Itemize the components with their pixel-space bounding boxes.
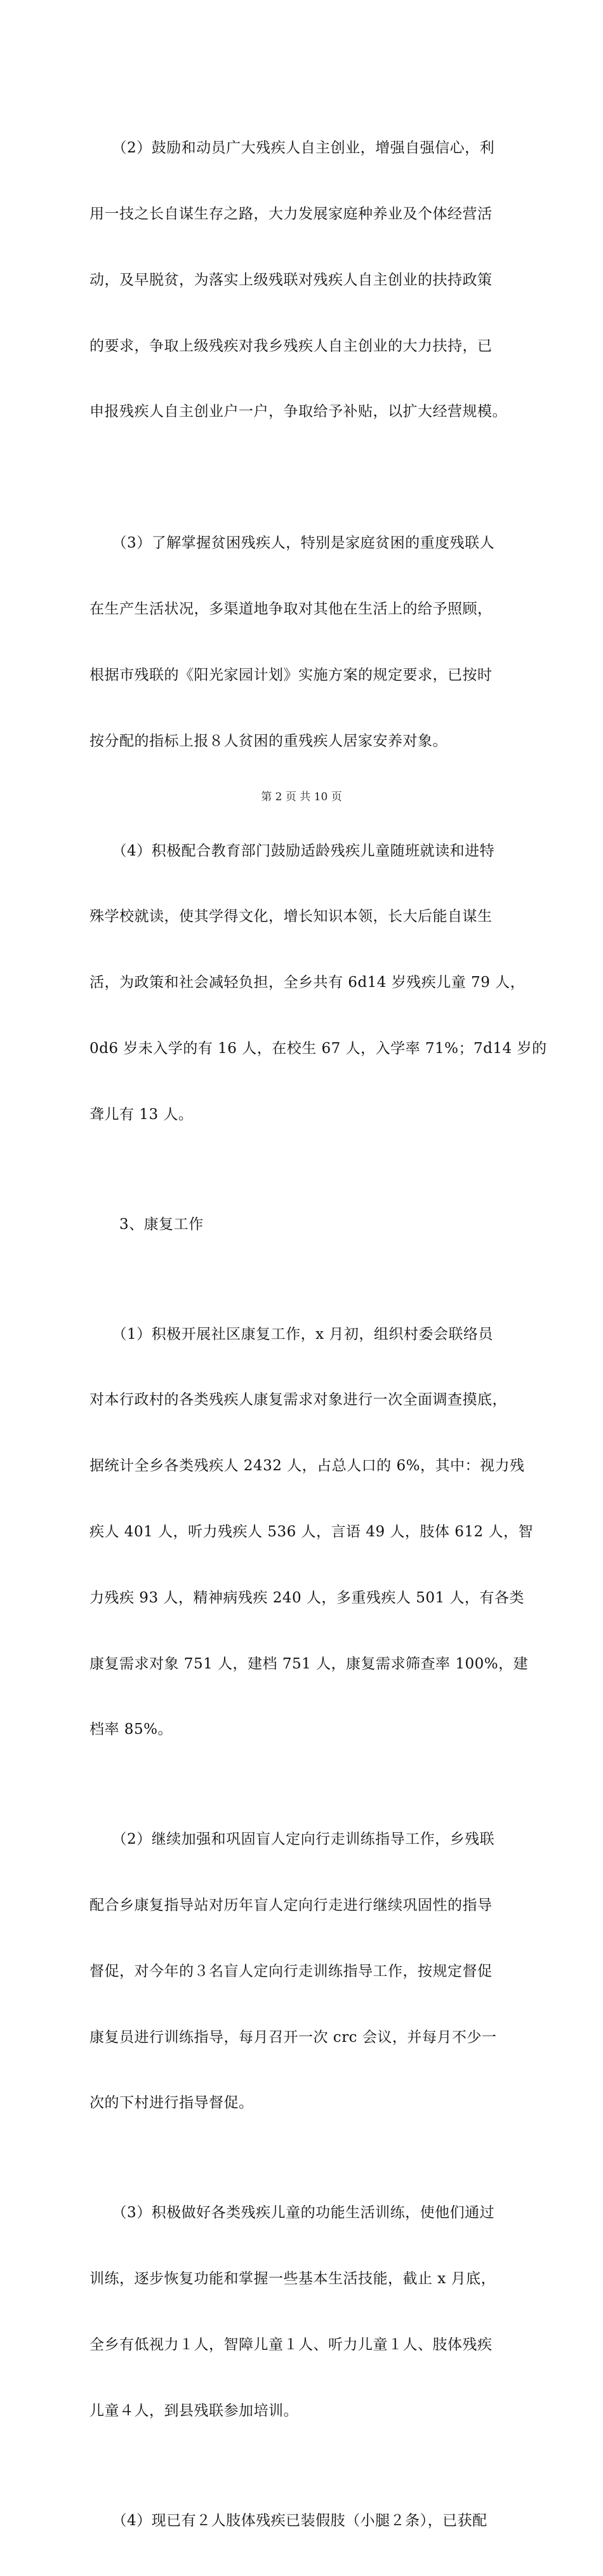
- text-line: （3）了解掌握贫困残疾人，特别是家庭贫困的重度残联人: [89, 535, 495, 552]
- text-line: 力残疾 93 人，精神病残疾 240 人，多重残疾人 501 人，有各类: [89, 1589, 524, 1606]
- text-line: （4）积极配合教育部门鼓励适龄残疾儿童随班就读和进特: [89, 842, 495, 859]
- page-footer: [0, 790, 603, 804]
- text-line: 聋儿有 13 人。: [89, 1106, 194, 1123]
- text-line: 档率 85%。: [89, 1721, 173, 1738]
- text-line: 按分配的指标上报８人贫困的重残疾人居家安养对象。: [89, 732, 447, 749]
- text-line: 督促，对今年的３名盲人定向行走训练指导工作，按规定督促: [89, 1962, 493, 1980]
- text-line: 在生产生活状况，多渠道地争取对其他在生活上的给予照顾，: [89, 601, 493, 618]
- paragraph-poverty-support: [89, 488, 527, 796]
- paragraph-community-rehab: [89, 1279, 533, 1785]
- text-line: （3）积极做好各类残疾儿童的功能生活训练，使他们通过: [89, 2204, 495, 2222]
- text-line: 申报残疾人自主创业户一户，争取给予补贴，以扩大经营规模。: [89, 403, 507, 420]
- text-line: （2）鼓励和动员广大残疾人自主创业，增强自强信心，利: [89, 140, 495, 157]
- text-line: 次的下村进行指导督促。: [89, 2095, 254, 2112]
- text-line: 用一技之长自谋生存之路，大力发展家庭种养业及个体经营活: [89, 205, 493, 222]
- text-line: 康复员进行训练指导，每月召开一次 crc 会议，并每月不少一: [89, 2029, 497, 2046]
- text-line: 殊学校就读，使其学得文化，增长知识本领，长大后能自谋生: [89, 908, 493, 925]
- text-line: 对本行政村的各类残疾人康复需求对象进行一次全面调查摸底，: [89, 1392, 507, 1409]
- section-heading-rehabilitation: [89, 1170, 527, 1280]
- paragraph-self-employment: [89, 93, 527, 467]
- paragraph-education: [89, 796, 547, 1169]
- text-line: （1）积极开展社区康复工作，x 月初，组织村委会联络员: [89, 1325, 493, 1343]
- text-line: （2）继续加强和巩固盲人定向行走训练指导工作，乡残联: [89, 1831, 495, 1848]
- text-line: 动，及早脱贫，为落实上级残联对残疾人自主创业的扶持政策: [89, 271, 493, 288]
- text-line: 活，为政策和社会减轻负担，全乡共有 6d14 岁残疾儿童 79 人，: [89, 974, 526, 991]
- text-line: 全乡有低视力１人，智障儿童１人、听力儿童１人、肢体残疾: [89, 2336, 493, 2353]
- paragraph-child-training: [89, 2158, 527, 2465]
- document-body: [89, 93, 547, 2576]
- paragraph-spacer: [89, 467, 527, 488]
- page-number-label: 第 2 页 共 10 页: [261, 791, 342, 803]
- text-line: 儿童４人，到县残联参加培训。: [89, 2402, 298, 2419]
- text-line: 0d6 岁未入学的有 16 人，在校生 67 人，入学率 71%；7d14 岁的: [89, 1040, 547, 1057]
- text-line: 的要求，争取上级残疾对我乡残疾人自主创业的大力扶持，已: [89, 337, 493, 354]
- heading-line: 3、康复工作: [89, 1216, 204, 1233]
- text-line: （4）现已有２人肢体残疾已装假肢（小腿２条），已获配: [89, 2512, 487, 2529]
- text-line: 疾人 401 人，听力残疾人 536 人，言语 49 人，肢体 612 人，智: [89, 1524, 533, 1540]
- text-line: 训练，逐步恢复功能和掌握一些基本生活技能，截止 x 月底，: [89, 2271, 496, 2288]
- paragraph-prosthetics: [89, 2466, 527, 2576]
- paragraph-blind-training: [89, 1785, 527, 2158]
- text-line: 根据市残联的《阳光家园计划》实施方案的规定要求，已按时: [89, 666, 493, 683]
- text-line: 据统计全乡各类残疾人 2432 人，占总人口的 6%，其中：视力残: [89, 1458, 525, 1475]
- text-line: 配合乡康复指导站对历年盲人定向行走进行继续巩固性的指导: [89, 1897, 493, 1914]
- text-line: 康复需求对象 751 人，建档 751 人，康复需求筛查率 100%，建: [89, 1655, 529, 1672]
